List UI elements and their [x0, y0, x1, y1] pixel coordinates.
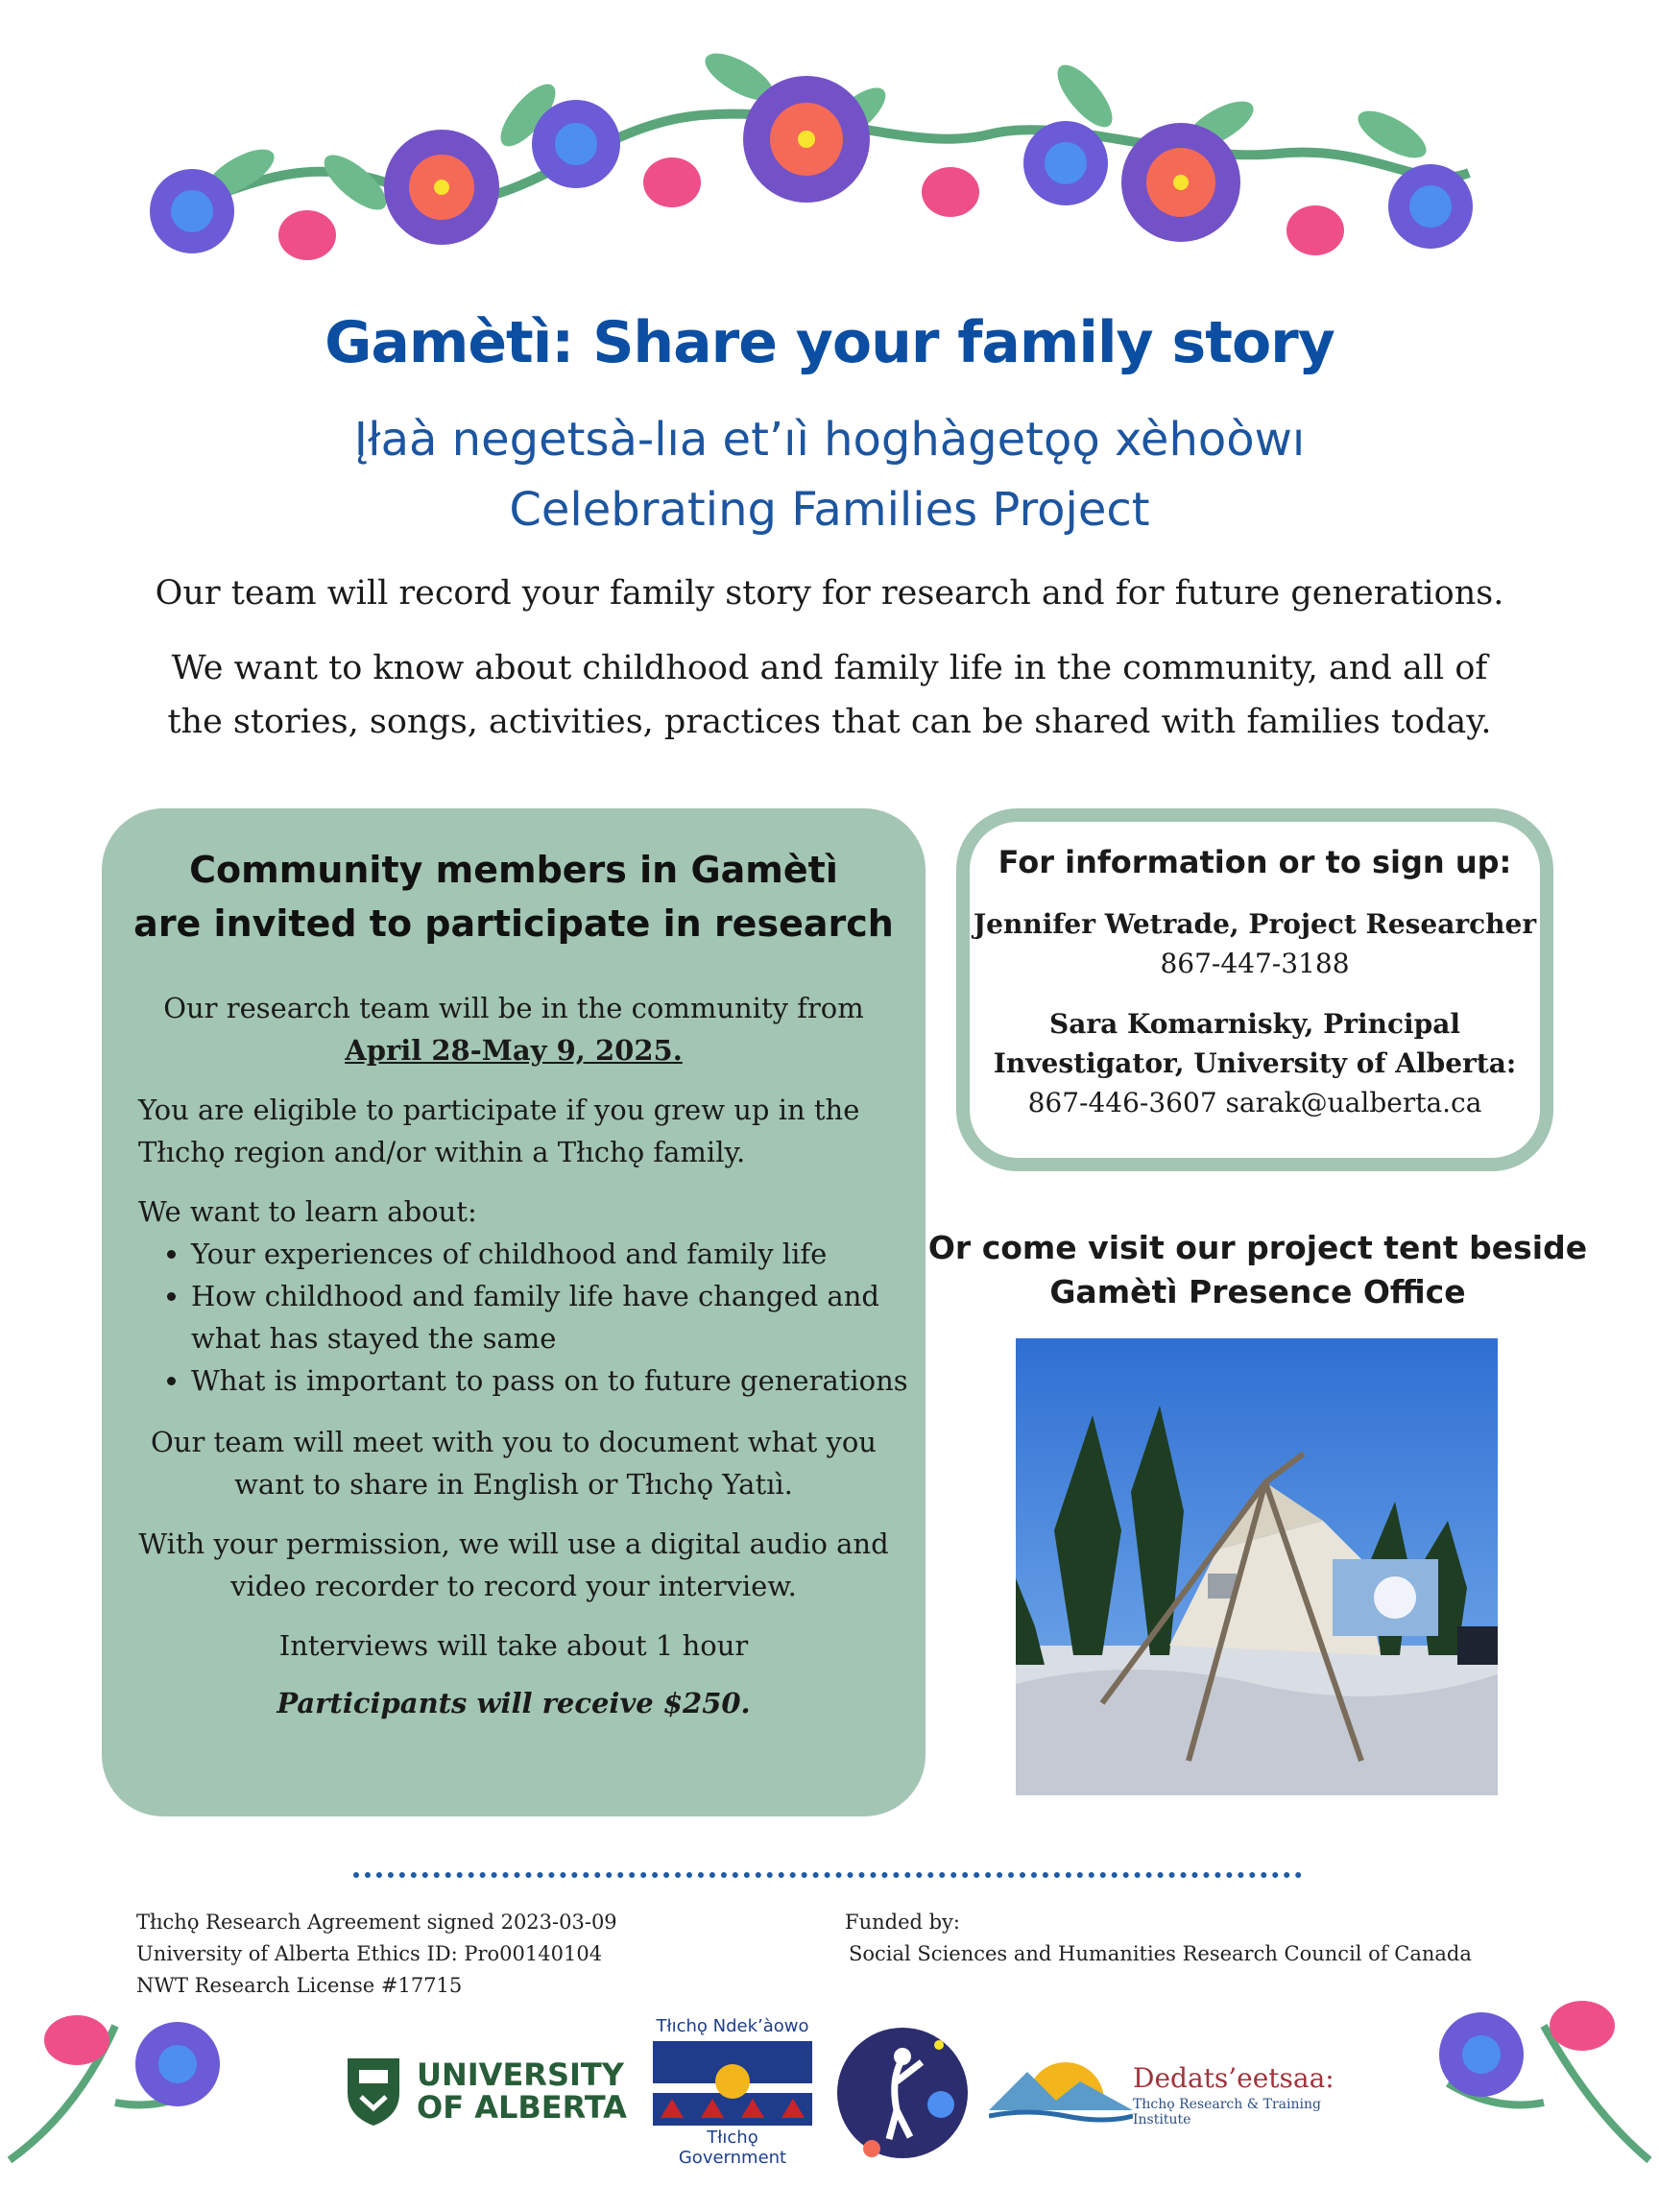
funded-label: Funded by: [845, 1911, 960, 1934]
contact-heading: For information or to sign up: [998, 844, 1512, 880]
contact-person2-line2: Investigator, University of Alberta: [993, 1047, 1517, 1079]
intro-paragraph-1: Our team will record your family story for research and for future generations. [155, 574, 1504, 613]
ualberta-line1: UNIVERSITY [417, 2056, 624, 2093]
dedats-name: Dedats’eetsaa: [1133, 2062, 1334, 2094]
tent-photo [1016, 1338, 1498, 1795]
research-agreement: Tłıchǫ Research Agreement signed 2023-03-09 [136, 1911, 617, 1934]
visit-line1: Or come visit our project tent beside [927, 1229, 1588, 1266]
eligibility-line2: Tłıchǫ region and/or within a Tłıchǫ family. [138, 1136, 746, 1168]
shield-icon [344, 2055, 403, 2128]
university-of-alberta-logo [344, 2055, 632, 2131]
mountain-sun-icon [989, 2033, 1133, 2129]
permission-line2: video recorder to record your interview. [230, 1570, 797, 1602]
invitation-box [102, 808, 926, 1816]
tlicho-bottom-text: Tłıchǫ Government [678, 2128, 787, 2168]
tlicho-flag-icon [653, 2041, 812, 2126]
contact-person1-phone[interactable]: 867-447-3188 [1160, 948, 1350, 979]
dedats-eetsaa-logo [989, 2033, 1373, 2139]
corner-flower-left [0, 1968, 230, 2189]
meet-line1: Our team will meet with you to document what you [151, 1426, 877, 1458]
dedats-sub: Tłıchǫ Research & Training Institute [1133, 2097, 1321, 2128]
list-item: • How childhood and family life have changed and what has stayed the same [191, 1275, 921, 1359]
intro-line: the stories, songs, activities, practices that can be shared with families today. [167, 703, 1492, 741]
eligibility-line1: You are eligible to participate if you grew up in the [138, 1094, 860, 1126]
payment: Participants will receive $250. [276, 1687, 751, 1719]
visit-line2: Gamètì Presence Office [1049, 1273, 1466, 1310]
contact-person2-phone-email[interactable]: 867-446-3607 sarak@ualberta.ca [1027, 1087, 1482, 1118]
ualberta-line2: OF ALBERTA [417, 2089, 627, 2126]
invitation-heading-line2: are invited to participate in research [133, 902, 894, 945]
list-item: • What is important to pass on to future generations [191, 1359, 921, 1402]
duration: Interviews will take about 1 hour [278, 1629, 749, 1662]
page-title: Gamètì: Share your family story [325, 309, 1334, 376]
ethics-id: University of Alberta Ethics ID: Pro00140104 [136, 1942, 603, 1965]
contact-box [956, 808, 1553, 1171]
contact-person2-line1: Sara Komarnisky, Principal [1048, 1008, 1460, 1040]
learn-list [138, 1233, 921, 1402]
tlicho-government-logo [651, 2016, 814, 2168]
subtitle-tlicho: Įłaà negetsà-lıa et’ıì hoghàgetǫǫ xèhoòwı [353, 413, 1306, 467]
list-item: • Your experiences of childhood and family life [191, 1233, 921, 1275]
contact-person1: Jennifer Wetrade, Project Researcher [973, 908, 1537, 940]
meet-line2: want to share in English or Tłıchǫ Yatıì. [234, 1468, 793, 1501]
funder: Social Sciences and Humanities Research Council of Canada [849, 1942, 1472, 1965]
dates: April 28-May 9, 2025. [345, 1034, 683, 1067]
tlicho-top-text: Tłıchǫ Ndek’àowo [656, 2016, 809, 2036]
celebrating-families-logo [833, 2024, 972, 2162]
dates-intro: Our research team will be in the community from [163, 992, 864, 1024]
intro-paragraph-2 [77, 641, 1582, 749]
subtitle-english: Celebrating Families Project [509, 483, 1150, 537]
funding-info [845, 1907, 1536, 1970]
invitation-heading-line1: Community members in Gamètì [189, 849, 838, 891]
divider [353, 1872, 1302, 1878]
floral-banner [125, 38, 1507, 278]
learn-intro: We want to learn about: [138, 1195, 477, 1228]
corner-flower-right [1429, 1968, 1659, 2189]
permission-line1: With your permission, we will use a digital audio and [138, 1527, 889, 1560]
research-license: NWT Research License #17715 [136, 1974, 463, 1997]
intro-line: We want to know about childhood and family life in the community, and all of [171, 649, 1488, 687]
